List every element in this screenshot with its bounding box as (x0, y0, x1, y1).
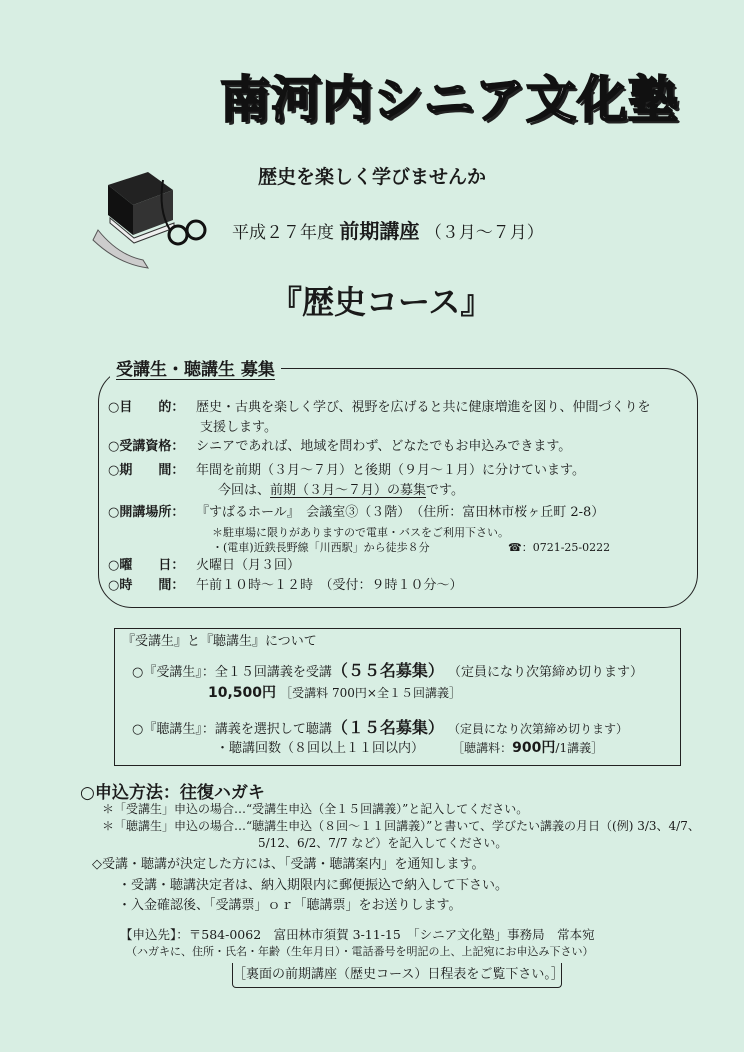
apply-heading: ○申込方法：往復ハガキ (80, 783, 265, 803)
day-label: ○曜 日： (108, 558, 185, 573)
recruit-heading: 受講生・聴講生 募集 (110, 355, 281, 380)
auditor-count: ・聴講回数（８回以上１１回以内） (216, 741, 425, 756)
footer-note: ［裏面の前期講座（歴史コース）日程表をご覧下さい。］ (232, 963, 562, 988)
auditor-note: （定員になり次第締め切ります） (448, 722, 629, 736)
period-note-post: です。 (426, 483, 464, 498)
auditor-pre: ○『聴講生』：講義を選択して聴講 (132, 722, 332, 737)
auditor-count-row (216, 738, 603, 759)
time-label: ○時 間： (108, 578, 185, 593)
term-year: 平成２７年度 (232, 223, 334, 243)
apply-note-2: ＊「聴講生」申込の場合…“聴講生申込（８回〜１１回講義）”と書いて、学びたい講義の月日（(例) 3/3、4/7、 (102, 819, 700, 833)
purpose-text-1: 歴史・古典を楽しく学び、視野を広げると共に健康増進を図り、仲間づくりを (196, 400, 651, 415)
apply-note-1: ＊「受講生」申込の場合…“受講生申込（全１５回講義）”と記入してください。 (102, 802, 529, 816)
student-pre: ○『受講生』：全１５回講義を受講 (132, 665, 332, 680)
book-and-glasses-icon (88, 160, 208, 270)
student-fee-detail: ［受講料 700円×全１５回講義］ (280, 686, 461, 700)
student-quota: （５５名募集） (331, 661, 444, 680)
apply-notice-2: ・入金確認後、「受講票」ｏｒ「聴講票」をお送りします。 (118, 898, 462, 913)
day-text: 火曜日（月３回） (196, 558, 301, 573)
auditor-quota: （１５名募集） (331, 718, 444, 737)
period-note (218, 481, 464, 501)
qualification-row (108, 437, 571, 457)
student-fee: 10,500円 (208, 685, 277, 701)
period-note-underline: 前期（３月〜７月）の募集 (270, 483, 427, 498)
day-row (108, 556, 300, 576)
auditor-fee-post: /1講義］ (555, 741, 604, 755)
apply-address: 【申込先】：〒584-0062 富田林市須賀 3-11-15 「シニア文化塾」事務局 常本宛 (120, 927, 595, 942)
venue-phone: ☎：0721-25-0222 (508, 541, 611, 554)
term-months: （３月〜７月） (424, 223, 544, 243)
catch-copy: 歴史を楽しく学びませんか (258, 166, 487, 188)
auditor-fee: 900円 (512, 740, 556, 756)
student-note: （定員になり次第締め切ります） (448, 665, 644, 680)
purpose-text-2: 支援します。 (200, 420, 277, 435)
auditor-row (132, 718, 628, 740)
time-row (108, 576, 463, 596)
student-fee-row (208, 683, 461, 704)
term-line (232, 215, 544, 244)
page-title: 南河内シニア文化塾 (220, 71, 679, 129)
qualification-text: シニアであれば、地域を問わず、どなたでもお申込みできます。 (196, 439, 572, 454)
venue-text: 『すばるホール』 会議室③（３階） （住所：富田林市桜ヶ丘町 2-8） (196, 505, 605, 520)
purpose-label: ○目 的： (108, 400, 185, 415)
apply-address-note: （ハガキに、住所・氏名・年齢（生年月日）・電話番号を明記の上、上記宛にお申込み下さい） (126, 945, 594, 958)
apply-notice: ◇受講・聴講が決定した方には、「受講・聴講案内」を通知します。 (92, 857, 485, 872)
period-label: ○期 間： (108, 463, 185, 478)
period-note-pre: 今回は、 (218, 483, 271, 498)
venue-row (108, 503, 604, 523)
period-row (108, 461, 585, 481)
auditor-fee-pre: ［聴講料： (452, 741, 513, 755)
period-text: 年間を前期（３月〜７月）と後期（９月〜１月）に分けています。 (196, 463, 585, 478)
venue-note-1: ＊駐車場に限りがありますので電車・バスをご利用下さい。 (212, 526, 509, 539)
about-heading: 『受講生』と『聴講生』について (122, 634, 317, 649)
apply-notice-1: ・受講・聴講決定者は、納入期限内に郵便振込で納入して下さい。 (118, 878, 509, 893)
course-title: 『歴史コース』 (270, 283, 493, 321)
qualification-label: ○受講資格： (108, 439, 185, 454)
term-name: 前期講座 (339, 219, 420, 243)
apply-note-3: 5/12、6/2、7/7 など）を記入してください。 (258, 836, 508, 850)
purpose-row (108, 398, 650, 418)
venue-label: ○開講場所： (108, 505, 185, 520)
time-text: 午前１０時〜１２時 （受付：９時１０分〜） (196, 578, 463, 593)
student-row (132, 661, 643, 683)
venue-note-2: ・(電車)近鉄長野線「川西駅」から徒歩８分 (212, 541, 430, 554)
